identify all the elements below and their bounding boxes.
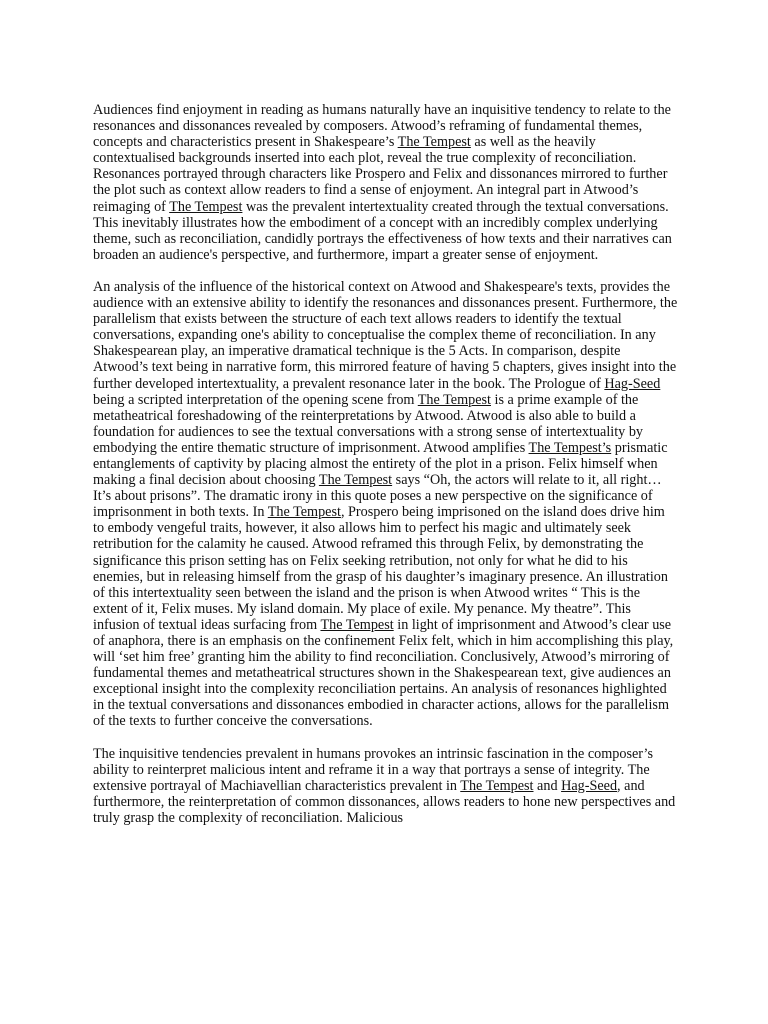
work-title: The Tempest’s bbox=[528, 439, 612, 456]
paragraph-2 bbox=[93, 279, 678, 730]
text-run: , Prospero being imprisoned on the island does drive him to embody vengeful traits, however, it also allows him to perfect his magic and ultimately seek retribution for the calamity he caused. Atwood reframed this through Felix, by demonstrating the significance this prison setting has on Felix seeking retribution, not only for what he did to his enemies, but in releasing himself from the grasp of his daughter’s imaginary presence. An illustration of this intertextuality seen between the island and the prison is when Atwood writes “ This is the extent of it, Felix muses. My island domain. My place of exile. My penance. My theatre”. This infusion of textual ideas surfacing from bbox=[93, 504, 668, 633]
work-title: The Tempest bbox=[460, 777, 534, 794]
work-title: The Tempest bbox=[318, 472, 393, 489]
text-run: was the prevalent intertextuality created through the textual conversations. This inevitably illustrates how the embodiment of a concept with an incredibly complex underlying theme, such as reconciliation, candidly portrays the effectiveness of how texts and their narratives can broaden an audience's perspective, and furthermore, impart a greater sense of enjoyment. bbox=[93, 198, 672, 263]
text-run: as well as the heavily contextualised backgrounds inserted into each plot, reveal the true complexity of reconciliation. Resonances portrayed through characters like Prospero and Felix and dissonances mirrored to further the plot such as context allow readers to find a sense of enjoyment. An integral part in Atwood’s reimaging of bbox=[93, 134, 668, 215]
work-title: The Tempest bbox=[267, 504, 341, 521]
work-title: The Tempest bbox=[397, 134, 471, 151]
text-run: says “Oh, the actors will relate to it, all right… It’s about prisons”. The dramatic irony in this quote poses a new perspective on the significance of imprisonment in both texts. In bbox=[93, 472, 662, 521]
work-title: Hag-Seed bbox=[561, 777, 618, 794]
text-run: , and furthermore, the reinterpretation of common dissonances, allows readers to hone new perspectives and truly grasp the complexity of reconciliation. Malicious bbox=[93, 777, 676, 826]
document-page bbox=[93, 102, 678, 826]
text-run: prismatic entanglements of captivity by placing almost the entirety of the plot in a prison. Felix himself when making a final decision about choosing bbox=[93, 439, 668, 489]
text-run: An analysis of the influence of the historical context on Atwood and Shakespeare's texts, provides the audience with an extensive ability to identify the resonances and dissonances present. Furthermore, the parallelism that exists between the structure of each text allows readers to identify the textual conversations, expanding one's ability to conceptualise the complex theme of reconciliation. In any Shakespearean play, an imperative dramatical technique is the 5 Acts. In comparison, despite Atwood’s text being in narrative form, this mirrored feature of having 5 chapters, gives insight into the further developed intertextuality, a prevalent resonance later in the book. The Prologue of bbox=[93, 278, 678, 392]
text-run: The inquisitive tendencies prevalent in humans provokes an intrinsic fascination in the composer’s ability to reinterpret malicious intent and reframe it in a way that portrays a sense of integrity. The extensive portrayal of Machiavellian characteristics prevalent in bbox=[93, 745, 654, 794]
paragraph-1 bbox=[93, 102, 678, 263]
text-run: in light of imprisonment and Atwood’s clear use of anaphora, there is an emphasis on the confinement Felix felt, which in him accomplishing this play, will ‘set him free’ granting him the ability to find reconciliation. Conclusively, Atwood’s mirroring of fundamental themes and metatheatrical structures shown in the Shakespearean text, give audiences an exceptional insight into the complexity reconciliation pertains. An analysis of resonances highlighted in the textual conversations and dissonances embodied in character actions, allows for the parallelism of the texts to further conceive the conversations. bbox=[93, 616, 674, 730]
work-title: The Tempest bbox=[417, 391, 491, 408]
work-title: The Tempest bbox=[169, 198, 243, 215]
text-run: and bbox=[533, 777, 562, 794]
text-run: Audiences find enjoyment in reading as humans naturally have an inquisitive tendency to relate to the resonances and dissonances revealed by composers. Atwood’s reframing of fundamental themes, concepts and characteristics present in Shakespeare’s bbox=[93, 102, 671, 151]
text-run: is a prime example of the metatheatrical foreshadowing of the reinterpretations by Atwood. Atwood is also able to build a foundation for audiences to see the textual conversations with a strong sense of intertextuality by embodying the entire thematic structure of imprisonment. Atwood amplifies bbox=[93, 391, 644, 456]
paragraph-3 bbox=[93, 746, 678, 826]
work-title: Hag-Seed bbox=[604, 375, 661, 392]
work-title: The Tempest bbox=[320, 616, 394, 633]
text-run: being a scripted interpretation of the opening scene from bbox=[93, 391, 418, 408]
